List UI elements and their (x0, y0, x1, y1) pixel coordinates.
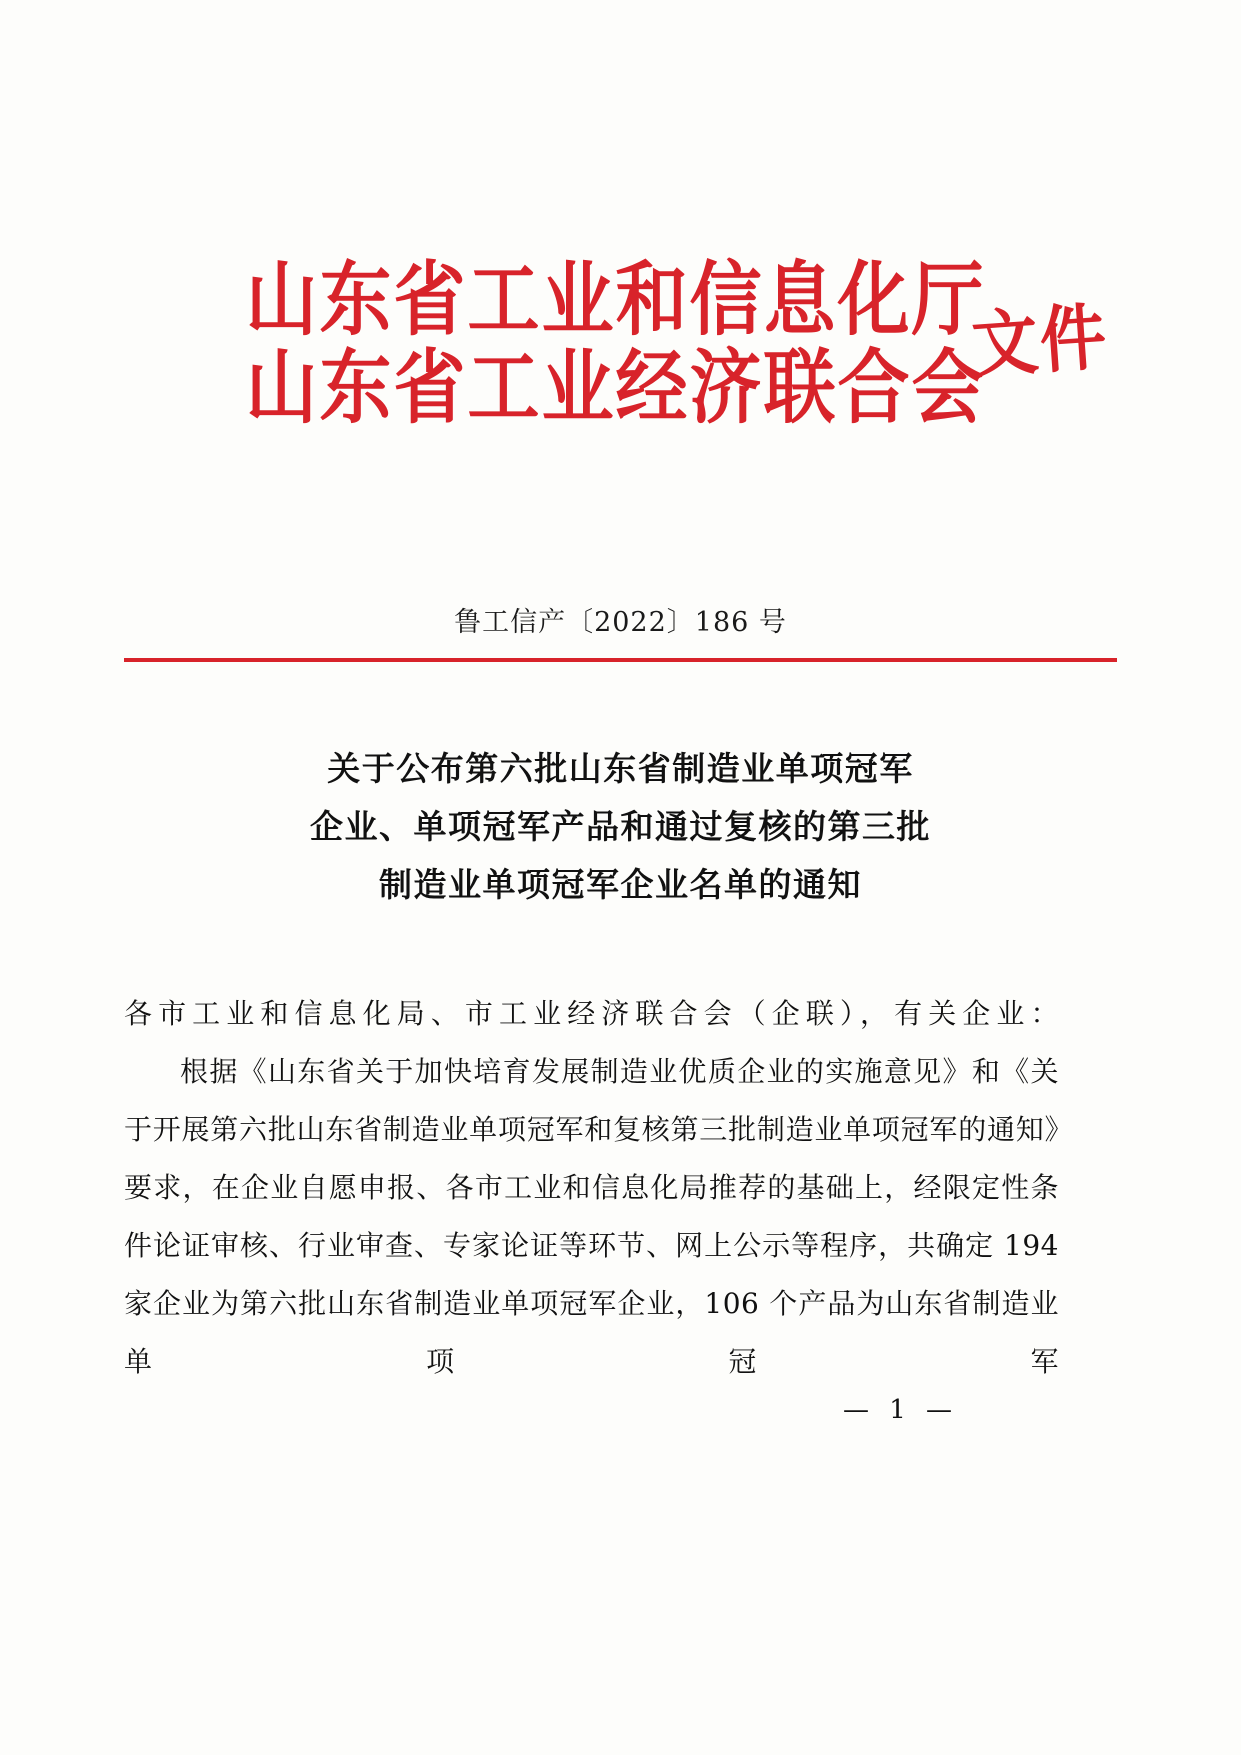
salutation: 各市工业和信息化局、市工业经济联合会（企联），有关企业： (124, 997, 1059, 1030)
red-divider-rule (124, 658, 1117, 662)
body-text (124, 985, 1059, 1391)
masthead-suffix: 文件 (968, 293, 1111, 389)
document-number: 鲁工信产〔2022〕186 号 (454, 607, 787, 638)
masthead (0, 250, 1241, 435)
masthead-line-2: 山东省工业经济联合会 (245, 338, 986, 435)
page-title-line-1: 关于公布第六批山东省制造业单项冠军 (327, 749, 914, 788)
body-paragraph-1: 根据《山东省关于加快培育发展制造业优质企业的实施意见》和《关于开展第六批山东省制造业单项冠军和复核第三批制造业单项冠军的通知》要求，在企业自愿申报、各市工业和信息化局推荐的基础上，经限定性条件论证审核、行业审查、专家论证等环节、网上公示等程序，共确定 194 家企业为第六批山东省制造业单项冠军企业，106 个产品为山东省制造业单项冠军 (124, 1054, 1059, 1378)
page-number: — 1 — (842, 1395, 959, 1425)
page-title-line-2: 企业、单项冠军产品和通过复核的第三批 (310, 806, 931, 846)
masthead-rows (245, 250, 1111, 435)
page-title (150, 740, 1091, 913)
masthead-line-1: 山东省工业和信息化厅 (245, 251, 986, 347)
page-title-line-3: 制造业单项冠军企业名单的通知 (379, 864, 862, 904)
